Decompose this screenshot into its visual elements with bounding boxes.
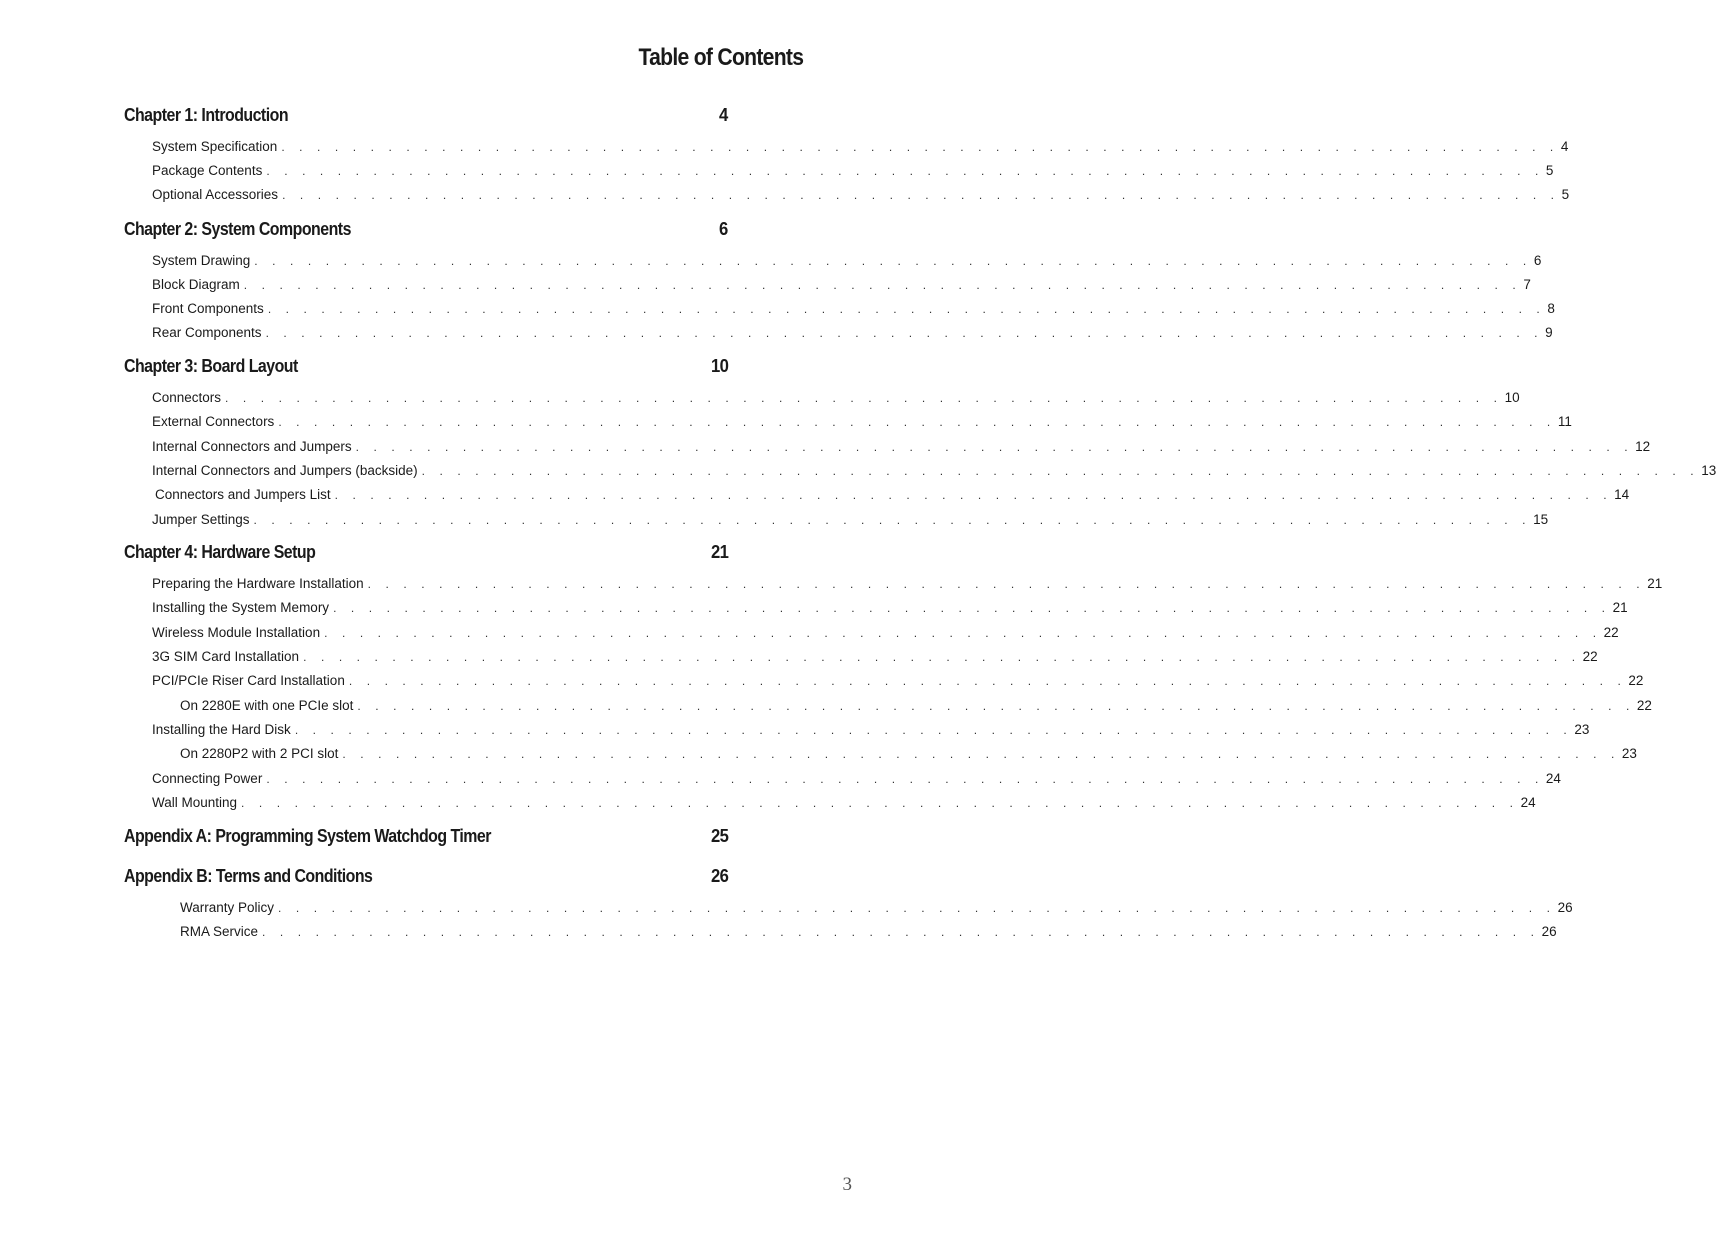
entry-label: Installing the System Memory — [152, 600, 330, 615]
dot-leader: . . . . . . . . . . . . . . . . . . . . . . . . . . . . . . . . . . . . . . . . . . . . . . . . . . . . . . . . . . . . . . . . . . . . . . . . — [265, 326, 1544, 340]
dot-leader: . . . . . . . . . . . . . . . . . . . . . . . . . . . . . . . . . . . . . . . . . . . . . . . . . . . . . . . . . . . . . . . . . . . . . . . . — [243, 278, 1522, 292]
dot-leader: . . . . . . . . . . . . . . . . . . . . . . . . . . . . . . . . . . . . . . . . . . . . . . . . . . . . . . . . . . . . . . . . . . . . . . . . — [324, 626, 1602, 640]
entry-label: Block Diagram — [152, 277, 240, 292]
entry-page: 7 — [1523, 277, 1531, 292]
toc-entry-rma-service[interactable] — [180, 924, 1557, 942]
entry-page: 22 — [1582, 649, 1598, 664]
toc-entry-preparing-hardware[interactable] — [152, 576, 1663, 594]
toc-chapter-2[interactable] — [124, 218, 728, 240]
toc-chapter-3[interactable] — [124, 355, 728, 377]
dot-leader: . . . . . . . . . . . . . . . . . . . . . . . . . . . . . . . . . . . . . . . . . . . . . . . . . . . . . . . . . . . . . . . . . . . . . . . . — [294, 723, 1573, 737]
dot-leader: . . . . . . . . . . . . . . . . . . . . . . . . . . . . . . . . . . . . . . . . . . . . . . . . . . . . . . . . . . . . . . . . . . . . . . . . — [262, 925, 1540, 939]
entry-label: Rear Components — [152, 325, 262, 340]
entry-page: 24 — [1545, 771, 1561, 786]
entry-page: 10 — [1504, 390, 1520, 405]
dot-leader: . . . . . . . . . . . . . . . . . . . . . . . . . . . . . . . . . . . . . . . . . . . . . . . . . . . . . . . . . . . . . . . . . . . . . . . . — [333, 601, 1611, 615]
toc-chapter-1[interactable] — [124, 104, 728, 126]
entry-label: Internal Connectors and Jumpers (backside) — [152, 463, 418, 478]
entry-page: 22 — [1636, 698, 1652, 713]
entry-page: 8 — [1547, 301, 1555, 316]
dot-leader: . . . . . . . . . . . . . . . . . . . . . . . . . . . . . . . . . . . . . . . . . . . . . . . . . . . . . . . . . . . . . . . . . . . . . . . . — [225, 391, 1503, 405]
entry-label: RMA Service — [180, 924, 259, 939]
toc-entry-block-diagram[interactable] — [152, 277, 1531, 295]
toc-entry-3g-sim[interactable] — [152, 649, 1598, 667]
entry-label: Connecting Power — [152, 771, 263, 786]
entry-label: Wall Mounting — [152, 795, 238, 810]
toc-entry-connectors[interactable] — [152, 390, 1520, 408]
dot-leader: . . . . . . . . . . . . . . . . . . . . . . . . . . . . . . . . . . . . . . . . . . . . . . . . . . . . . . . . . . . . . . . . . . . . . . . . — [421, 464, 1700, 478]
dot-leader: . . . . . . . . . . . . . . . . . . . . . . . . . . . . . . . . . . . . . . . . . . . . . . . . . . . . . . . . . . . . . . . . . . . . . . . . — [278, 901, 1556, 915]
entry-page: 23 — [1621, 746, 1637, 761]
page-title: Table of Contents — [638, 44, 803, 71]
entry-page: 21 — [1612, 600, 1628, 615]
dot-leader: . . . . . . . . . . . . . . . . . . . . . . . . . . . . . . . . . . . . . . . . . . . . . . . . . . . . . . . . . . . . . . . . . . . . . . . . — [266, 772, 1544, 786]
toc-entry-2280p2-pci[interactable] — [180, 746, 1637, 764]
entry-label: System Drawing — [152, 253, 251, 268]
entry-label: Warranty Policy — [180, 900, 275, 915]
entry-page: 22 — [1628, 673, 1644, 688]
toc-entry-2280e-pcie[interactable] — [180, 698, 1652, 716]
entry-label: Package Contents — [152, 163, 263, 178]
chapter-page: 21 — [710, 541, 728, 562]
entry-label: External Connectors — [152, 414, 275, 429]
toc-entry-external-connectors[interactable] — [152, 414, 1572, 432]
entry-label: Internal Connectors and Jumpers — [152, 439, 352, 454]
dot-leader: . . . . . . . . . . . . . . . . . . . . . . . . . . . . . . . . . . . . . . . . . . . . . . . . . . . . . . . . . . . . . . . . . . . . . . . . — [348, 674, 1627, 688]
dot-leader: . . . . . . . . . . . . . . . . . . . . . . . . . . . . . . . . . . . . . . . . . . . . . . . . . . . . . . . . . . . . . . . . . . . . . . . . — [241, 796, 1519, 810]
toc-entry-riser-card[interactable] — [152, 673, 1644, 691]
entry-page: 14 — [1614, 487, 1630, 502]
toc-entry-optional-accessories[interactable] — [152, 187, 1570, 205]
entry-label: PCI/PCIe Riser Card Installation — [152, 673, 345, 688]
toc-entry-system-specification[interactable] — [152, 139, 1569, 157]
entry-label: Installing the Hard Disk — [152, 722, 291, 737]
toc-entry-internal-connectors-jumpers-backside[interactable] — [152, 463, 1716, 481]
chapter-title: Chapter 1: Introduction — [124, 104, 289, 125]
entry-page: 15 — [1533, 512, 1549, 527]
toc-entry-warranty-policy[interactable] — [180, 900, 1573, 918]
toc-entry-installing-hard-disk[interactable] — [152, 722, 1590, 740]
chapter-title: Chapter 2: System Components — [124, 218, 351, 239]
dot-leader: . . . . . . . . . . . . . . . . . . . . . . . . . . . . . . . . . . . . . . . . . . . . . . . . . . . . . . . . . . . . . . . . . . . . . . . . — [278, 415, 1556, 429]
entry-page: 6 — [1533, 253, 1542, 268]
entry-page: 11 — [1557, 414, 1572, 429]
entry-label: Preparing the Hardware Installation — [152, 576, 364, 591]
entry-page: 4 — [1560, 139, 1569, 154]
chapter-page: 26 — [710, 865, 728, 886]
entry-page: 26 — [1541, 924, 1557, 939]
chapter-page: 4 — [719, 104, 728, 125]
chapter-title: Chapter 4: Hardware Setup — [124, 541, 316, 562]
toc-entry-connectors-jumpers-list[interactable] — [155, 487, 1630, 505]
dot-leader: . . . . . . . . . . . . . . . . . . . . . . . . . . . . . . . . . . . . . . . . . . . . . . . . . . . . . . . . . . . . . . . . . . . . . . . . — [266, 164, 1544, 178]
entry-label: Optional Accessories — [152, 187, 279, 202]
toc-entry-package-contents[interactable] — [152, 163, 1554, 181]
entry-page: 22 — [1603, 625, 1619, 640]
dot-leader: . . . . . . . . . . . . . . . . . . . . . . . . . . . . . . . . . . . . . . . . . . . . . . . . . . . . . . . . . . . . . . . . . . . . . . . . — [282, 188, 1560, 202]
toc-entry-system-drawing[interactable] — [152, 253, 1542, 271]
entry-label: Wireless Module Installation — [152, 625, 321, 640]
dot-leader: . . . . . . . . . . . . . . . . . . . . . . . . . . . . . . . . . . . . . . . . . . . . . . . . . . . . . . . . . . . . . . . . . . . . . . . . — [281, 140, 1559, 154]
dot-leader: . . . . . . . . . . . . . . . . . . . . . . . . . . . . . . . . . . . . . . . . . . . . . . . . . . . . . . . . . . . . . . . . . . . . . . . . — [254, 254, 1532, 268]
dot-leader: . . . . . . . . . . . . . . . . . . . . . . . . . . . . . . . . . . . . . . . . . . . . . . . . . . . . . . . . . . . . . . . . . . . . . . . . — [357, 699, 1635, 713]
toc-appendix-a[interactable] — [124, 825, 728, 847]
toc-entry-jumper-settings[interactable] — [152, 512, 1549, 530]
chapter-page: 6 — [719, 218, 728, 239]
toc-entry-rear-components[interactable] — [152, 325, 1553, 343]
entry-label: Jumper Settings — [152, 512, 250, 527]
dot-leader: . . . . . . . . . . . . . . . . . . . . . . . . . . . . . . . . . . . . . . . . . . . . . . . . . . . . . . . . . . . . . . . . . . . . . . . . — [342, 747, 1620, 761]
chapter-title: Appendix A: Programming System Watchdog Timer — [124, 825, 491, 846]
entry-page: 26 — [1557, 900, 1573, 915]
entry-label: Connectors and Jumpers List — [155, 487, 331, 502]
chapter-title: Appendix B: Terms and Conditions — [124, 865, 373, 886]
entry-page: 24 — [1520, 795, 1536, 810]
chapter-title: Chapter 3: Board Layout — [124, 355, 298, 376]
entry-page: 9 — [1545, 325, 1553, 340]
chapter-page: 25 — [710, 825, 728, 846]
entry-label: 3G SIM Card Installation — [152, 649, 300, 664]
entry-label: System Specification — [152, 139, 278, 154]
toc-entry-connecting-power[interactable] — [152, 771, 1561, 789]
toc-entry-wireless-module[interactable] — [152, 625, 1619, 643]
entry-page: 12 — [1635, 439, 1651, 454]
toc-entry-internal-connectors-jumpers[interactable] — [152, 439, 1651, 457]
entry-label: On 2280E with one PCIe slot — [180, 698, 354, 713]
dot-leader: . . . . . . . . . . . . . . . . . . . . . . . . . . . . . . . . . . . . . . . . . . . . . . . . . . . . . . . . . . . . . . . . . . . . . . . . — [267, 302, 1546, 316]
dot-leader: . . . . . . . . . . . . . . . . . . . . . . . . . . . . . . . . . . . . . . . . . . . . . . . . . . . . . . . . . . . . . . . . . . . . . . . . — [303, 650, 1581, 664]
toc-chapter-4[interactable] — [124, 541, 728, 563]
entry-label: Front Components — [152, 301, 264, 316]
toc-entry-wall-mounting[interactable] — [152, 795, 1536, 813]
dot-leader: . . . . . . . . . . . . . . . . . . . . . . . . . . . . . . . . . . . . . . . . . . . . . . . . . . . . . . . . . . . . . . . . . . . . . . . . — [367, 577, 1646, 591]
entry-page: 5 — [1561, 187, 1570, 202]
entry-page: 5 — [1545, 163, 1554, 178]
entry-page: 23 — [1574, 722, 1590, 737]
entry-page: 21 — [1647, 576, 1663, 591]
dot-leader: . . . . . . . . . . . . . . . . . . . . . . . . . . . . . . . . . . . . . . . . . . . . . . . . . . . . . . . . . . . . . . . . . . . . . . . . — [334, 488, 1613, 502]
toc-appendix-b[interactable] — [124, 865, 728, 887]
dot-leader: . . . . . . . . . . . . . . . . . . . . . . . . . . . . . . . . . . . . . . . . . . . . . . . . . . . . . . . . . . . . . . . . . . . . . . . . — [355, 440, 1634, 454]
dot-leader: . . . . . . . . . . . . . . . . . . . . . . . . . . . . . . . . . . . . . . . . . . . . . . . . . . . . . . . . . . . . . . . . . . . . . . . . — [253, 513, 1532, 527]
chapter-page: 10 — [710, 355, 728, 376]
toc-entry-front-components[interactable] — [152, 301, 1555, 319]
entry-label: On 2280P2 with 2 PCI slot — [180, 746, 339, 761]
entry-label: Connectors — [152, 390, 222, 405]
entry-page: 13 — [1701, 463, 1716, 478]
page-number: 3 — [842, 1174, 852, 1195]
toc-entry-installing-memory[interactable] — [152, 600, 1628, 618]
